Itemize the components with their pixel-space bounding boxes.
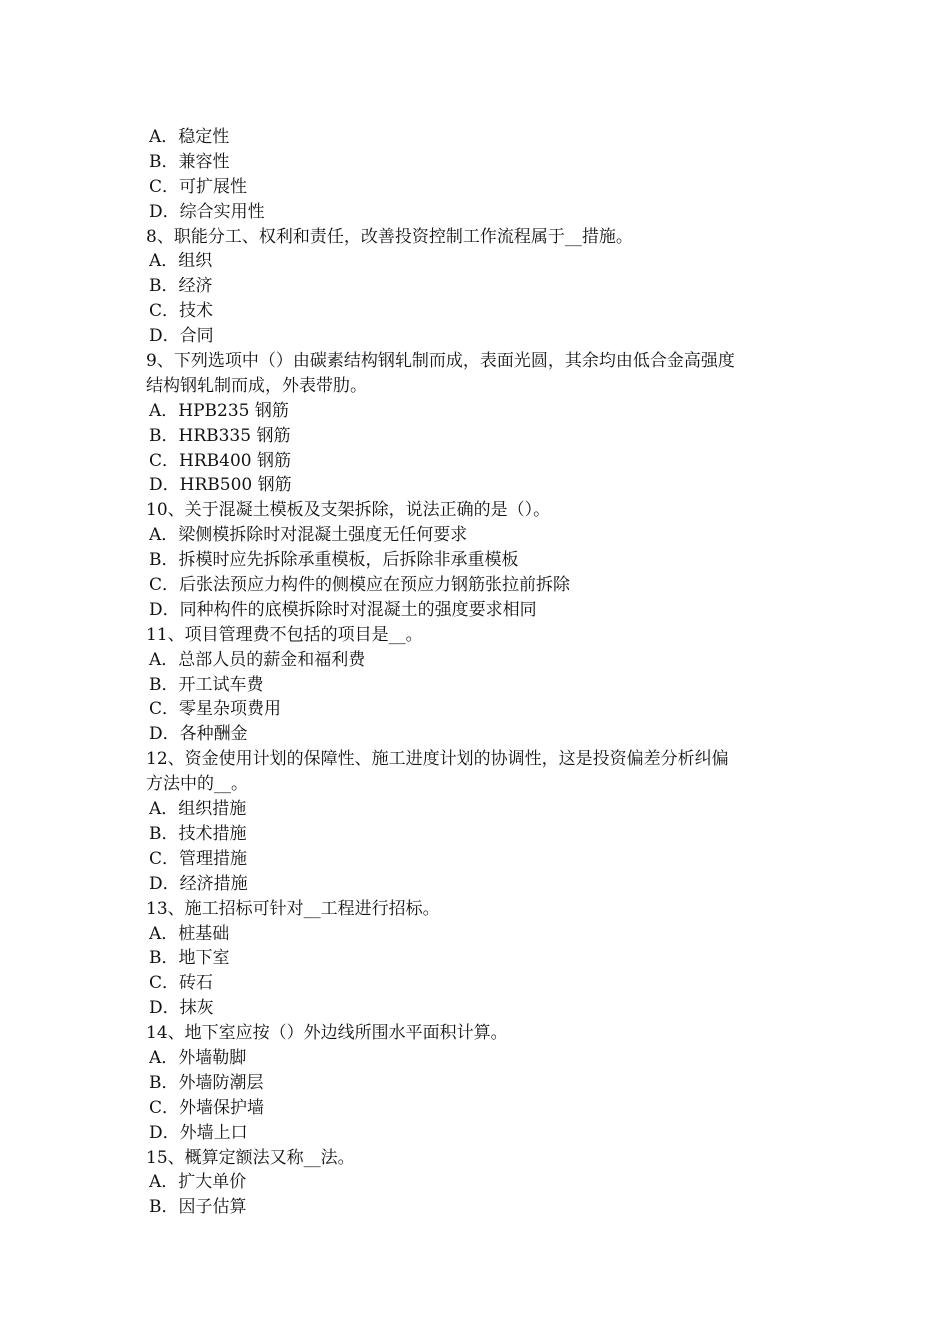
document-body [146, 125, 814, 1220]
question-text-line: 8、职能分工、权利和责任，改善投资控制工作流程属于__措施。 [146, 226, 633, 247]
answer-option: B．HRB335 钢筋 [149, 425, 291, 446]
answer-option: B．经济 [149, 276, 213, 297]
answer-option: A．梁侧模拆除时对混凝土强度无任何要求 [149, 525, 468, 546]
answer-option: D．抹灰 [149, 998, 214, 1019]
answer-option: B．外墙防潮层 [149, 1072, 264, 1093]
question-text-line: 14、地下室应按（）外边线所围水平面积计算。 [146, 1023, 508, 1044]
answer-option: D．HRB500 钢筋 [149, 475, 292, 496]
question-text-line: 13、施工招标可针对__工程进行招标。 [146, 898, 440, 919]
answer-option: D．同种构件的底模拆除时对混凝土的强度要求相同 [149, 599, 537, 620]
answer-option: A．桩基础 [149, 923, 230, 944]
question-text-line: 10、关于混凝土模板及支架拆除，说法正确的是（）。 [146, 500, 551, 521]
answer-option: B．拆模时应先拆除承重模板，后拆除非承重模板 [149, 550, 519, 571]
answer-option: B．地下室 [149, 948, 230, 969]
question-text-line: 方法中的__。 [146, 774, 248, 795]
answer-option: D．综合实用性 [149, 201, 265, 222]
answer-option: B．兼容性 [149, 151, 230, 172]
answer-option: C．后张法预应力构件的侧模应在预应力钢筋张拉前拆除 [149, 575, 571, 596]
answer-option: A．总部人员的薪金和福利费 [149, 649, 366, 670]
question-text-line: 15、概算定额法又称__法。 [146, 1147, 355, 1168]
answer-option: B．开工试车费 [149, 674, 264, 695]
answer-option: D．合同 [149, 326, 214, 347]
answer-option: B．因子估算 [149, 1197, 247, 1218]
answer-option: B．技术措施 [149, 823, 247, 844]
answer-option: C．HRB400 钢筋 [149, 450, 291, 471]
question-text-line: 结构钢轧制而成，外表带肋。 [146, 375, 367, 396]
answer-option: C．技术 [149, 301, 214, 322]
answer-option: C．零星杂项费用 [149, 699, 282, 720]
question-text-line: 12、资金使用计划的保障性、施工进度计划的协调性，这是投资偏差分析纠偏 [146, 749, 729, 770]
answer-option: C．管理措施 [149, 848, 248, 869]
answer-option: D．经济措施 [149, 873, 248, 894]
answer-option: C．砖石 [149, 973, 214, 994]
answer-option: A．扩大单价 [149, 1172, 247, 1193]
answer-option: C．外墙保护墙 [149, 1097, 265, 1118]
answer-option: A．稳定性 [149, 127, 230, 147]
answer-option: A．HPB235 钢筋 [149, 400, 289, 421]
question-text-line: 11、项目管理费不包括的项目是__。 [146, 624, 423, 645]
question-text-line: 9、下列选项中（）由碳素结构钢轧制而成，表面光圆，其余均由低合金高强度 [146, 351, 735, 372]
answer-option: D．各种酬金 [149, 724, 248, 745]
answer-option: A．外墙勒脚 [149, 1047, 247, 1068]
answer-option: C．可扩展性 [149, 176, 248, 197]
answer-option: D．外墙上口 [149, 1122, 248, 1143]
answer-option: A．组织措施 [149, 799, 247, 820]
answer-option: A．组织 [149, 251, 213, 272]
